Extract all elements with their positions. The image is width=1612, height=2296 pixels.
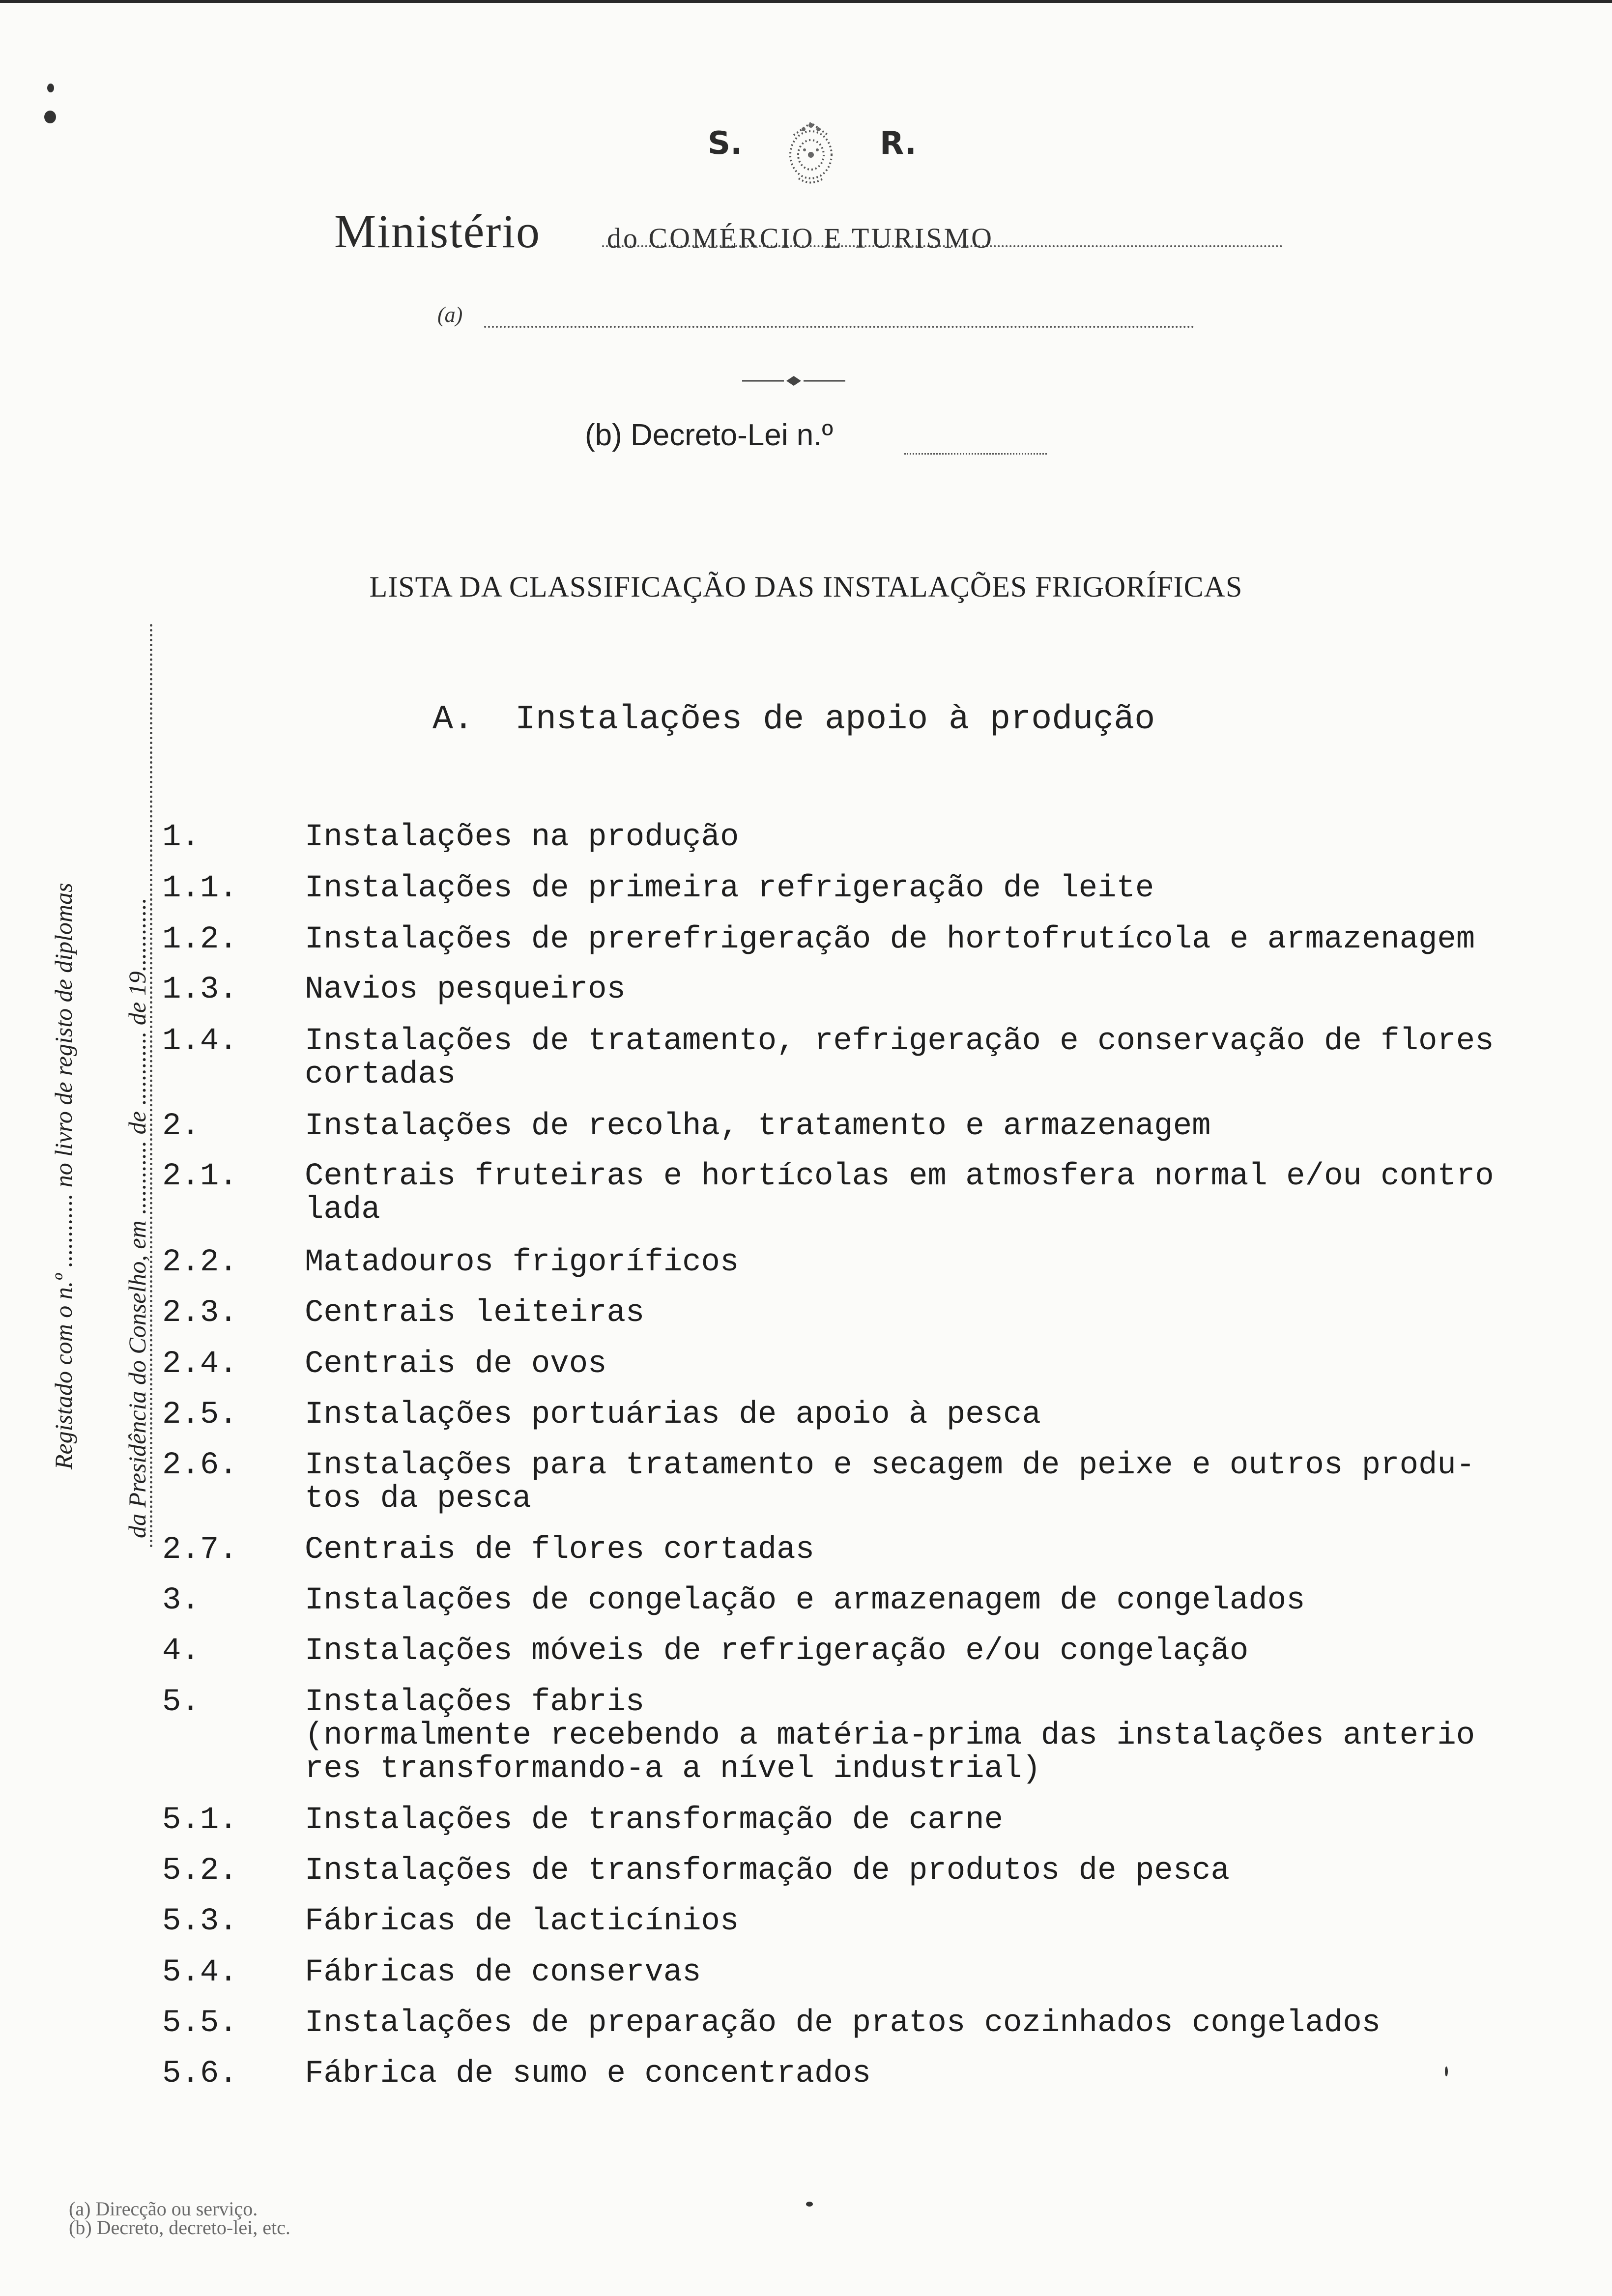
item-number: 2.7. [162,1532,238,1568]
item-text: Centrais fruteiras e hortícolas em atmosfera normal e/ou contro lada [305,1159,1494,1228]
ministry-field [334,204,1283,258]
ornament-divider-icon [742,371,845,391]
decree-dotted-line [904,453,1047,455]
item-number: 2.5. [162,1397,238,1433]
item-text: Instalações fabris (normalmente recebendo a matéria-prima das instalações anterio res transformando-a a nível industrial) [305,1685,1475,1787]
item-text: Instalações de transformação de produtos de pesca [305,1853,1230,1889]
item-text: Navios pesqueiros [305,972,626,1007]
crest-emblem-icon [774,115,848,189]
item-number: 2.3. [162,1295,238,1331]
item-number: 1.4. [162,1024,238,1059]
item-number: 1.2. [162,922,238,957]
item-text: Instalações de tratamento, refrigeração e conservação de flores cortadas [305,1024,1494,1092]
item-number: 2.6. [162,1448,238,1483]
item-number: 5.5. [162,2006,238,2041]
margin-registration-stamp [39,614,172,1568]
item-text: Instalações de primeira refrigeração de leite [305,871,1154,906]
scan-speck [44,111,56,123]
item-text: Matadouros frigoríficos [305,1245,739,1280]
item-text: Instalações na produção [305,820,739,855]
stamp-council-line: da Presidência do Conselho, em ............ de ............ de 19............ [123,897,151,1538]
footnotes [69,2199,511,2268]
item-number: 2.4. [162,1347,238,1382]
item-number: 3. [162,1583,200,1618]
section-heading: A. Instalações de apoio à produção [432,700,1155,739]
item-number: 5.1. [162,1803,238,1838]
item-number: 1.3. [162,972,238,1007]
item-text: Centrais de ovos [305,1347,607,1382]
state-header [698,115,934,189]
item-number: 2.1. [162,1159,238,1194]
direction-field-label: (a) [437,303,463,327]
stamp-dotted-rule [150,624,152,1548]
direction-dotted-line [484,326,1194,328]
sr-left-letter: S. [708,125,743,162]
classification-list [162,821,1568,2108]
scan-speck [1445,2066,1448,2076]
item-number: 1. [162,820,200,855]
item-text: Instalações de prerefrigeração de hortofrutícola e armazenagem [305,922,1475,957]
ministry-value: do COMÉRCIO E TURISMO [607,222,994,254]
item-number: 5.2. [162,1853,238,1889]
item-number: 2.2. [162,1245,238,1280]
item-number: 5.3. [162,1904,238,1939]
item-number: 2. [162,1109,200,1144]
item-text: Centrais de flores cortadas [305,1532,814,1568]
item-text: Fábrica de sumo e concentrados [305,2056,871,2092]
item-text: Fábricas de lacticínios [305,1904,739,1939]
item-text: Instalações para tratamento e secagem de peixe e outros produ- tos da pesca [305,1448,1475,1517]
decree-field [585,418,1047,462]
direction-field [437,302,1194,337]
sr-right-letter: R. [880,125,917,162]
item-text: Instalações de preparação de pratos cozinhados congelados [305,2006,1381,2041]
item-text: Instalações de congelação e armazenagem de congelados [305,1583,1305,1618]
document-title: LISTA DA CLASSIFICAÇÃO DAS INSTALAÇÕES FRIGORÍFICAS [369,571,1243,603]
scan-speck [47,84,54,92]
footnote-a: (a) Direcção ou serviço. [69,2198,258,2220]
item-text: Instalações de recolha, tratamento e armazenagem [305,1109,1211,1144]
footnote-b: (b) Decreto, decreto-lei, etc. [69,2216,290,2239]
item-text: Instalações de transformação de carne [305,1803,1004,1838]
item-number: 4. [162,1634,200,1669]
item-text: Instalações portuárias de apoio à pesca [305,1397,1041,1433]
ministry-label: Ministério [334,205,541,258]
item-number: 5.4. [162,1955,238,1990]
item-number: 5.6. [162,2056,238,2092]
item-number: 5. [162,1685,200,1720]
scan-speck [806,2202,813,2207]
item-text: Fábricas de conservas [305,1955,701,1990]
item-text: Centrais leiteiras [305,1295,645,1331]
item-text: Instalações móveis de refrigeração e/ou congelação [305,1634,1249,1669]
decree-label: (b) Decreto-Lei n.º [585,418,834,452]
item-number: 1.1. [162,871,238,906]
stamp-registration-line: Registado com o n.º ............ no livro de registo de diplomas [50,883,77,1469]
top-border-line [0,0,1612,3]
